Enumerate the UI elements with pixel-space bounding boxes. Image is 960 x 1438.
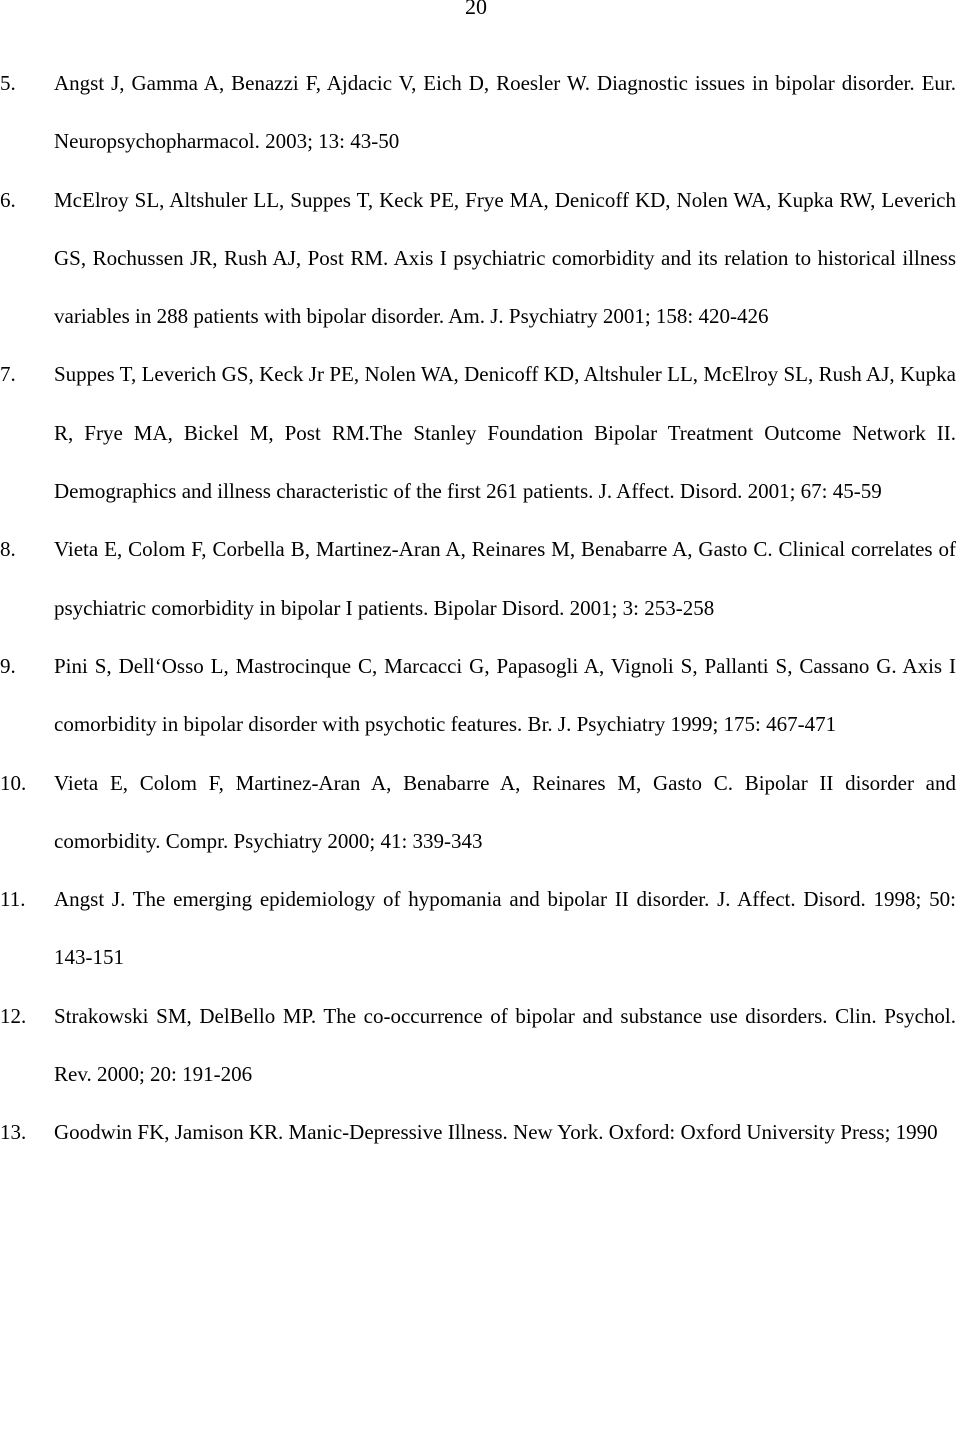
- reference-text: Suppes T, Leverich GS, Keck Jr PE, Nolen WA, Denicoff KD, Altshuler LL, McElroy SL, Rush AJ, Kupka R, Frye MA, Bickel M, Post RM.The Stanley Foundation Bipolar Treatment Outcome Network II. Demographics and illness characteristic of the first 261 patients. J. Affect. Disord. 2001; 67: 45-59: [54, 362, 956, 504]
- reference-text: Goodwin FK, Jamison KR. Manic-Depressive Illness. New York. Oxford: Oxford University Press; 1990: [54, 1120, 938, 1145]
- reference-number: 7.: [0, 362, 16, 387]
- reference-item: [0, 987, 956, 1104]
- reference-number: 11.: [0, 887, 26, 912]
- reference-item: [0, 637, 956, 754]
- reference-text: Strakowski SM, DelBello MP. The co-occurrence of bipolar and substance use disorders. Clin. Psychol. Rev. 2000; 20: 191-206: [54, 1003, 956, 1087]
- reference-number: 9.: [0, 653, 16, 678]
- reference-item: [0, 754, 956, 871]
- reference-list: [0, 54, 956, 1162]
- page-number: 20: [465, 0, 487, 19]
- reference-item: [0, 171, 956, 346]
- reference-text: Vieta E, Colom F, Corbella B, Martinez-Aran A, Reinares M, Benabarre A, Gasto C. Clinical correlates of psychiatric comorbidity in bipolar I patients. Bipolar Disord. 2001; 3: 253-258: [54, 537, 956, 620]
- reference-text: Angst J, Gamma A, Benazzi F, Ajdacic V, Eich D, Roesler W. Diagnostic issues in bipolar disorder. Eur. Neuropsychopharmacol. 2003; 13: 43-50: [54, 71, 956, 154]
- reference-item: [0, 54, 956, 171]
- reference-item: [0, 520, 956, 637]
- reference-number: 10.: [0, 770, 27, 795]
- reference-text: Angst J. The emerging epidemiology of hypomania and bipolar II disorder. J. Affect. Disord. 1998; 50: 143-151: [54, 887, 956, 970]
- reference-item: [0, 345, 956, 520]
- reference-number: 12.: [0, 1003, 27, 1028]
- reference-number: 8.: [0, 537, 16, 562]
- reference-text: McElroy SL, Altshuler LL, Suppes T, Keck PE, Frye MA, Denicoff KD, Nolen WA, Kupka RW, Leverich GS, Rochussen JR, Rush AJ, Post RM. Axis I psychiatric comorbidity and its relation to historical illness variables in 288 patients with bipolar disorder. Am. J. Psychiatry 2001; 158: 420-426: [54, 187, 956, 329]
- reference-text: Vieta E, Colom F, Martinez-Aran A, Benabarre A, Reinares M, Gasto C. Bipolar II disorder and comorbidity. Compr. Psychiatry 2000; 41: 339-343: [54, 770, 956, 853]
- reference-item: [0, 1103, 956, 1161]
- reference-item: [0, 870, 956, 987]
- reference-number: 6.: [0, 187, 16, 212]
- reference-number: 13.: [0, 1120, 27, 1145]
- reference-text: Pini S, Dell‘Osso L, Mastrocinque C, Marcacci G, Papasogli A, Vignoli S, Pallanti S, Cassano G. Axis I comorbidity in bipolar disorder with psychotic features. Br. J. Psychiatry 1999; 175: 467-471: [54, 653, 956, 737]
- reference-number: 5.: [0, 71, 16, 95]
